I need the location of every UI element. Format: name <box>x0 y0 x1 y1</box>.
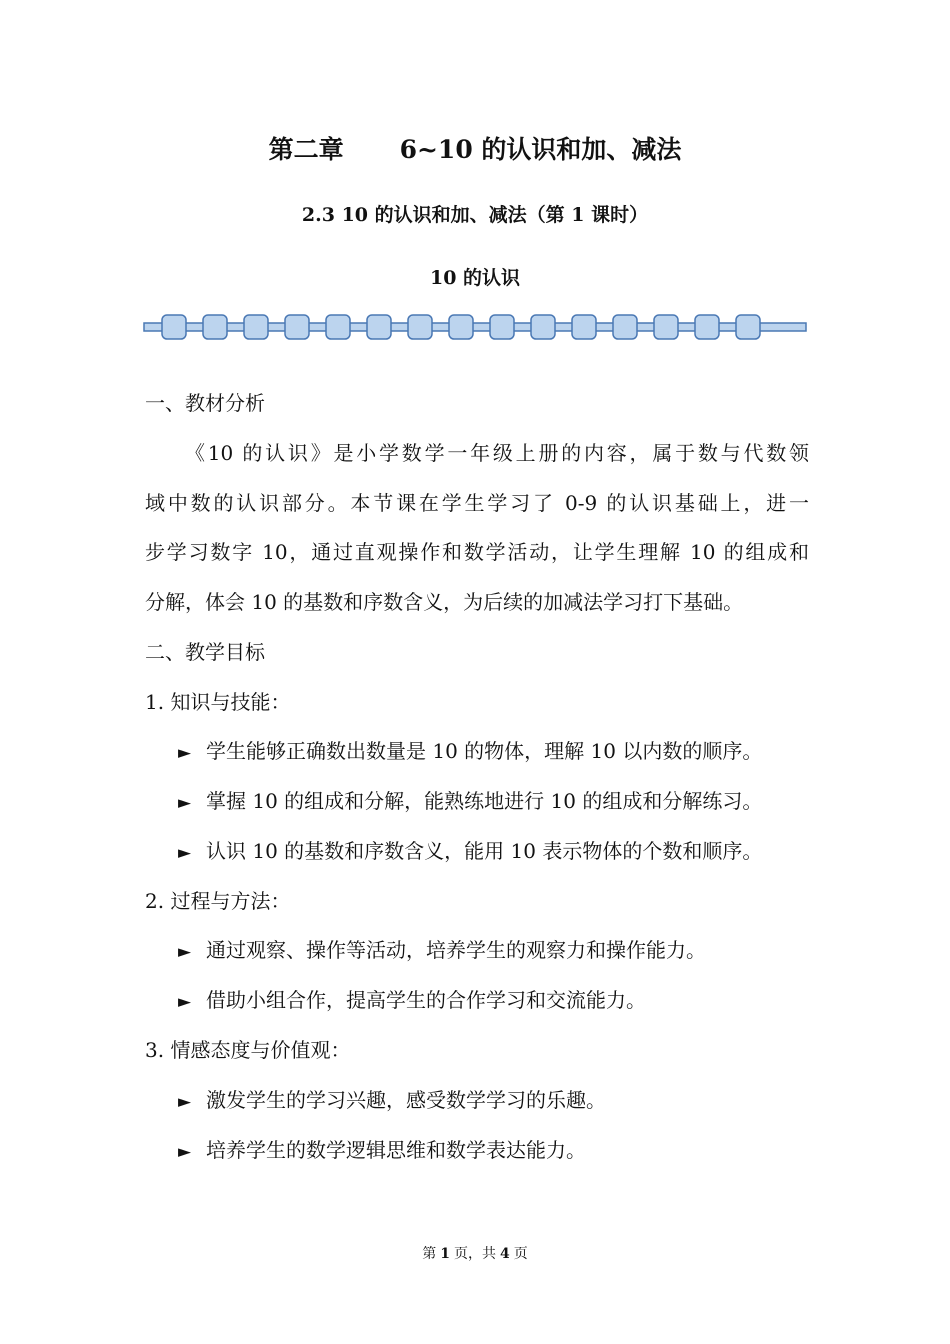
list-item: ► 借助小组合作，提高学生的合作学习和交流能力。 <box>178 985 646 1017</box>
bead <box>572 315 596 339</box>
goal1-heading: 1. 知识与技能： <box>145 690 291 714</box>
current-page-number: 1 <box>440 1246 450 1262</box>
list-item: ► 激发学生的学习兴趣，感受数学学习的乐趣。 <box>178 1085 606 1117</box>
bead <box>244 315 268 339</box>
list-item: ► 培养学生的数学逻辑思维和数学表达能力。 <box>178 1135 586 1167</box>
lesson-title: 10 的认识 <box>429 267 521 289</box>
bead <box>654 315 678 339</box>
bullet-arrow-icon: ► <box>178 743 192 763</box>
list-item: ► 认识 10 的基数和序数含义，能用 10 表示物体的个数和顺序。 <box>178 836 762 868</box>
list-item: ► 学生能够正确数出数量是 10 的物体，理解 10 以内数的顺序。 <box>178 736 762 768</box>
bead <box>695 315 719 339</box>
bullet-arrow-icon: ► <box>178 793 192 813</box>
bullet-arrow-icon: ► <box>178 942 192 962</box>
section-title: 2.3 10 的认识和加、减法（第 1 课时） <box>301 204 649 226</box>
analysis-line-1: 《10 的认识》是小学数学一年级上册的内容，属于数与代数领 <box>185 441 809 465</box>
goal2-heading: 2. 过程与方法： <box>145 889 291 913</box>
chapter-name: 6~10 的认识和加、减法 <box>399 135 682 164</box>
chapter-label: 第二章 <box>268 135 344 164</box>
bullet-arrow-icon: ► <box>178 843 192 863</box>
bead <box>490 315 514 339</box>
chapter-title <box>0 132 950 168</box>
bead <box>449 315 473 339</box>
bead <box>736 315 760 339</box>
bullet-arrow-icon: ► <box>178 1142 192 1162</box>
analysis-heading: 一、教材分析 <box>145 391 265 415</box>
goals-heading: 二、教学目标 <box>145 640 265 664</box>
list-item: ► 掌握 10 的组成和分解，能熟练地进行 10 的组成和分解练习。 <box>178 786 762 818</box>
total-page-count: 4 <box>500 1246 510 1262</box>
list-item: ► 通过观察、操作等活动，培养学生的观察力和操作能力。 <box>178 935 706 967</box>
bead <box>203 315 227 339</box>
bead <box>367 315 391 339</box>
bullet-arrow-icon: ► <box>178 1092 192 1112</box>
bead <box>326 315 350 339</box>
page-footer: 第 1 页，共 4 页 <box>422 1246 528 1262</box>
goal3-heading: 3. 情感态度与价值观： <box>145 1038 351 1062</box>
bead <box>408 315 432 339</box>
bullet-arrow-icon: ► <box>178 992 192 1012</box>
bead-group <box>162 315 760 339</box>
bead <box>531 315 555 339</box>
analysis-line-3: 步学习数字 10，通过直观操作和数学活动，让学生理解 10 的组成和 <box>145 540 809 564</box>
analysis-line-2: 域中数的认识部分。本节课在学生学习了 0-9 的认识基础上，进一 <box>145 491 809 515</box>
bead <box>285 315 309 339</box>
bead <box>162 315 186 339</box>
analysis-line-4: 分解，体会 10 的基数和序数含义，为后续的加减法学习打下基础。 <box>145 590 744 614</box>
bead-divider <box>143 312 807 342</box>
bead <box>613 315 637 339</box>
